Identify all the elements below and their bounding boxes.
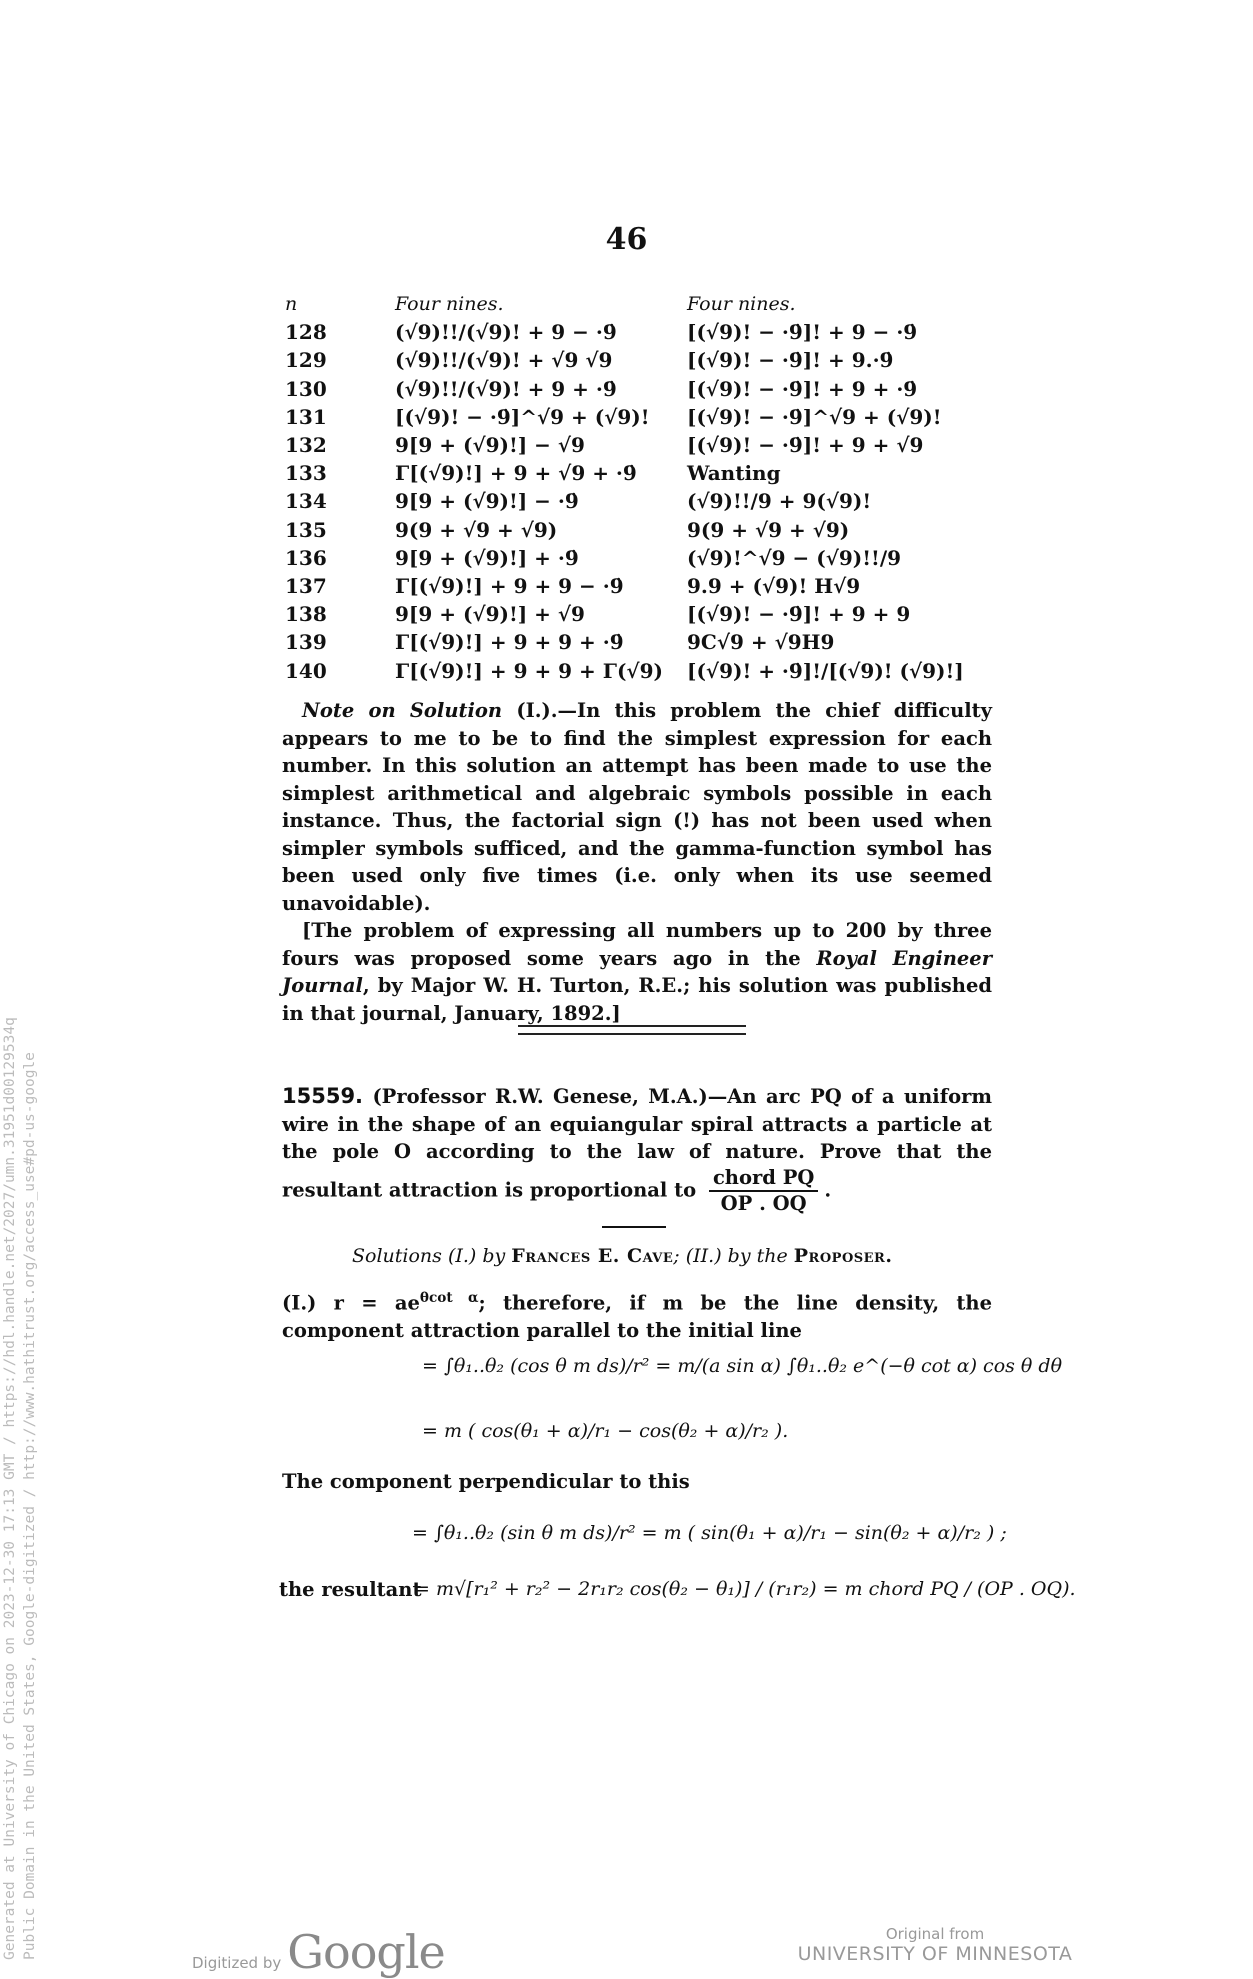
digitized-by-google	[192, 1925, 445, 1979]
note-bracket-post: , by Major W. H. Turton, R.E.; his solution was published in that journal, January, 1892.]	[282, 974, 992, 1025]
row-number: 134	[285, 489, 327, 514]
solution-intro-start: (I.) r = ae	[282, 1291, 420, 1315]
row-expression-b: 9C√9 + √9H9	[687, 630, 835, 655]
row-expression-a: Γ[(√9)!] + 9 + 9 − ·9̇	[395, 573, 624, 598]
table-row	[285, 318, 1005, 346]
table-row	[285, 459, 1005, 487]
row-number: 136	[285, 545, 327, 570]
row-expression-a: 9[9 + (√9)!] + √9	[395, 602, 585, 627]
institution-name: UNIVERSITY OF MINNESOTA	[797, 1943, 1073, 1965]
row-expression-b: [(√9)! − ·9̇]! + 9 + 9	[687, 602, 911, 627]
table-row	[285, 403, 1005, 431]
row-number: 129	[285, 348, 327, 373]
solution-intro	[282, 1285, 992, 1345]
problem-author: (Professor R.W. Genese, M.A.)	[372, 1085, 708, 1108]
row-number: 133	[285, 461, 327, 486]
section-divider	[518, 1025, 746, 1035]
equation-1: = ∫θ₁..θ₂ (cos θ m ds)/r² = m/(a sin α) ∫θ₁..θ₂ e^(−θ cot α) cos θ dθ	[422, 1355, 1063, 1377]
row-number: 140	[285, 658, 327, 683]
row-expression-b: [(√9)! − ·9̇]! + 9 − ·9̇	[687, 320, 918, 345]
row-expression-a: Γ[(√9)!] + 9 + 9 + ·9̇	[395, 630, 624, 655]
row-expression-b: 9.9 + (√9)! H√9	[687, 573, 861, 598]
row-number: 128	[285, 320, 327, 345]
row-number: 130	[285, 376, 327, 401]
note-journal: Royal Engineer Journal	[282, 946, 992, 997]
note-bracket-pre: [The problem of expressing all numbers up to 200 by three fours was proposed some years ago in the	[282, 919, 992, 970]
page-number: 46	[605, 222, 648, 257]
equation-2: = m ( cos(θ₁ + α)/r₁ − cos(θ₂ + α)/r₂ ).	[422, 1420, 789, 1442]
solutions-mid: ; (II.) by the	[673, 1245, 794, 1267]
resultant-label: the resultant	[279, 1578, 422, 1601]
side-stamp-line2: Public Domain in the United States, Google-digitized / http://www.hathitrust.org/access_use#pd-us-google	[22, 1052, 38, 1960]
solution-intro-exp: θcot α	[419, 1290, 479, 1306]
table-row	[285, 346, 1005, 374]
row-expression-a: (√9)!!/(√9)! + 9 − ·9̇	[395, 320, 617, 345]
digitized-by-label: Digitized by	[192, 1954, 282, 1972]
equation-3: = ∫θ₁..θ₂ (sin θ m ds)/r² = m ( sin(θ₁ + α)/r₁ − sin(θ₂ + α)/r₂ ) ;	[412, 1522, 1007, 1544]
proposer-label: Proposer.	[793, 1245, 893, 1267]
row-number: 132	[285, 433, 327, 458]
problem-fraction	[709, 1166, 818, 1216]
row-expression-b: (√9)!^√9 − (√9)!!/9	[687, 545, 902, 570]
note-text: —In this problem the chief difficulty appears to me to be to find the simplest expression for each number. In this solution an attempt has been made to use the simplest arithmetical and algebraic symbols possible in each instance. Thus, the factorial sign (!) has not been used when simpler symbols sufficed, and the gamma-function symbol has been used only five times (i.e. only when its use seemed unavoidable).	[282, 699, 992, 915]
problem-text: —An arc PQ of a uniform wire in the shape of an equiangular spiral attracts a particle at the pole O according to the law of nature. Prove that the resultant attraction is proportional to	[282, 1085, 992, 1201]
fraction-numerator: chord PQ	[709, 1166, 818, 1192]
row-expression-a: 9[9 + (√9)!] − √9	[395, 433, 585, 458]
table-body	[285, 318, 1005, 684]
header-col-b: Four nines.	[687, 293, 796, 316]
row-expression-a: (√9)!!/(√9)! + 9 + ·9̇	[395, 376, 617, 401]
equation-4: = m√[r₁² + r₂² − 2r₁r₂ cos(θ₂ − θ₁)] / (r₁r₂) = m chord PQ / (OP . OQ).	[414, 1578, 1076, 1600]
row-number: 135	[285, 517, 327, 542]
row-number: 139	[285, 630, 327, 655]
row-expression-a: [(√9)! − ·9̇]^√9 + (√9)!	[395, 404, 650, 429]
row-number: 131	[285, 404, 327, 429]
problem-statement	[282, 1083, 992, 1216]
note-ref: (I.).	[516, 699, 558, 722]
row-expression-b: [(√9)! − ·9̇]! + 9 + ·9̇	[687, 376, 918, 401]
row-expression-b: [(√9)! − ·9̇]! + 9 + √9	[687, 433, 924, 458]
side-stamp-line1: Generated at University of Chicago on 2023-12-30 17:13 GMT / https://hdl.handle.net/2027/umn.31951d00129534q	[2, 1017, 18, 1960]
row-expression-a: 9(9 + √9 + √9)	[395, 517, 558, 542]
row-expression-b: Wanting	[687, 461, 781, 486]
table-row	[285, 516, 1005, 544]
solution-intro-end: ; therefore, if m be the line density, the component attraction parallel to the initial line	[282, 1291, 993, 1342]
row-expression-a: Γ[(√9)!] + 9 + √9 + ·9̇	[395, 461, 637, 486]
row-expression-b: [(√9)! − ·9̇]! + 9.·9̇	[687, 348, 894, 373]
row-number: 137	[285, 573, 327, 598]
table-row	[285, 431, 1005, 459]
row-expression-b: (√9)!!/9 + 9(√9)!	[687, 489, 872, 514]
note-on-solution	[282, 697, 992, 1027]
problem-number: 15559.	[282, 1084, 364, 1108]
table-row	[285, 628, 1005, 656]
header-col-a: Four nines.	[395, 293, 504, 316]
table-row	[285, 487, 1005, 515]
solutions-heading	[352, 1245, 892, 1267]
problem-period: .	[824, 1178, 832, 1201]
table-row	[285, 544, 1005, 572]
short-divider	[602, 1226, 666, 1228]
solutions-pre: Solutions (I.) by	[352, 1245, 512, 1267]
original-from-label: Original from	[885, 1925, 985, 1943]
header-n: n	[285, 293, 298, 316]
fraction-denominator: OP . OQ	[720, 1191, 807, 1215]
row-expression-b: [(√9)! − ·9̇]^√9 + (√9)!	[687, 404, 942, 429]
original-from	[790, 1925, 1080, 1965]
row-expression-a: 9[9 + (√9)!] + ·9̇	[395, 545, 579, 570]
google-logo: Google	[287, 1925, 445, 1979]
four-nines-table	[285, 290, 1005, 685]
table-row	[285, 600, 1005, 628]
side-stamp	[0, 0, 46, 1973]
table-row	[285, 656, 1005, 684]
table-row	[285, 572, 1005, 600]
row-expression-a: Γ[(√9)!] + 9 + 9 + Γ(√9)	[395, 658, 663, 683]
row-expression-a: 9[9 + (√9)!] − ·9̇	[395, 489, 579, 514]
row-expression-a: (√9)!!/(√9)! + √9 √9	[395, 348, 613, 373]
table-row	[285, 375, 1005, 403]
row-expression-b: 9(9 + √9 + √9)	[687, 517, 850, 542]
solver-name: Frances E. Cave	[511, 1245, 674, 1267]
perpendicular-label: The component perpendicular to this	[282, 1470, 690, 1493]
row-expression-b: [(√9)! + ·9̇]!/[(√9)! (√9)!]	[687, 658, 964, 683]
table-header	[285, 290, 1005, 318]
note-label: Note on Solution	[302, 699, 503, 722]
row-number: 138	[285, 602, 327, 627]
